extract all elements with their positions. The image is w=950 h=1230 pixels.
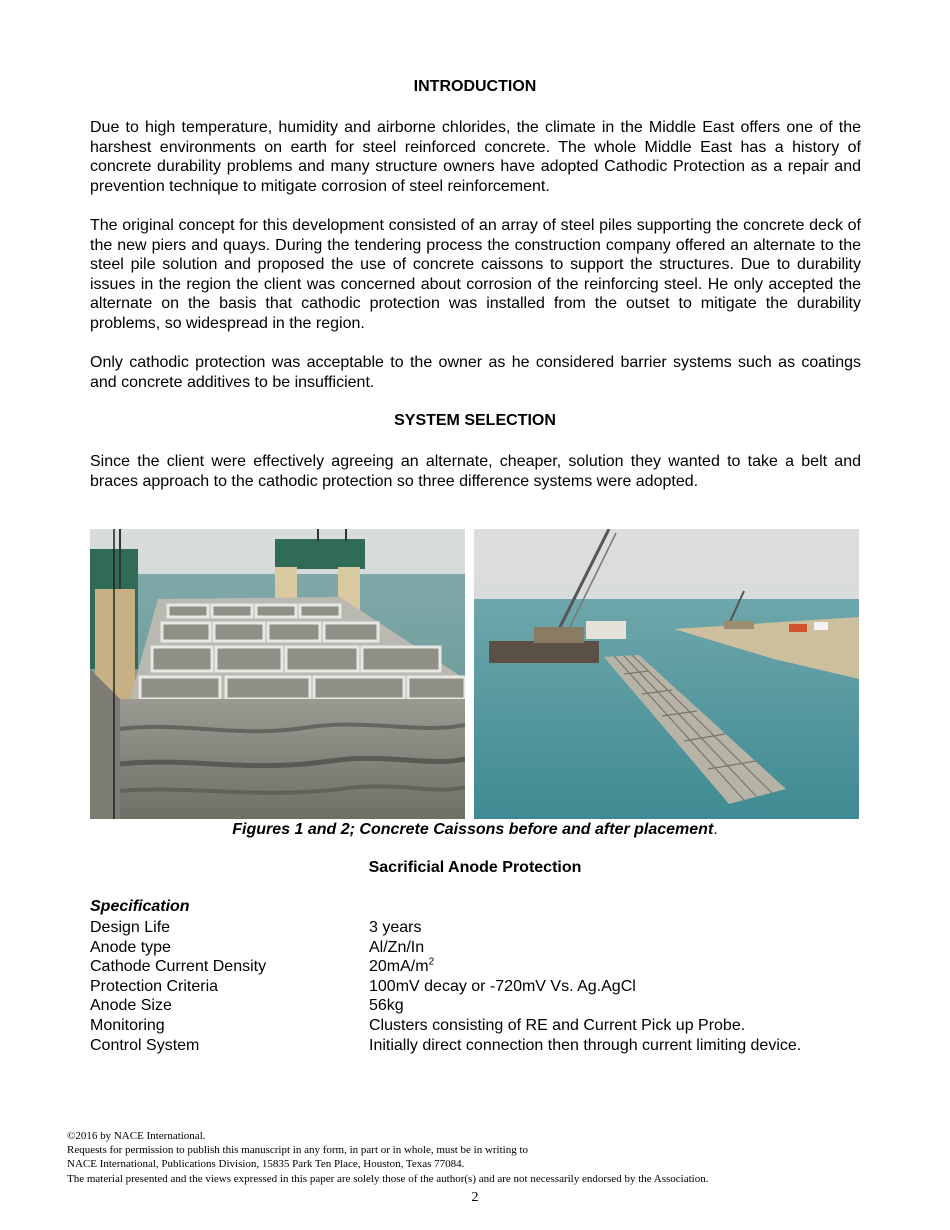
figure-1-caissons-photo xyxy=(90,529,465,819)
spec-value-superscript: 2 xyxy=(428,956,435,968)
spec-value: Initially direct connection then through current limiting device. xyxy=(369,1036,802,1054)
spec-label: Anode Size xyxy=(90,997,172,1015)
specification-heading: Specification xyxy=(90,898,190,915)
spec-value: 100mV decay or -720mV Vs. Ag.AgCl xyxy=(369,977,636,995)
footer-permission-line: Requests for permission to publish this manuscript in any form, in part or in whole, must be in writing to xyxy=(67,1144,529,1157)
spec-value: 3 years xyxy=(369,919,422,936)
specification-table xyxy=(90,918,860,1055)
footer-disclaimer-line: The material presented and the views expressed in this paper are solely those of the author(s) and are not necessarily endorsed by the Association. xyxy=(67,1172,709,1185)
caissons-before-illustration xyxy=(90,529,465,819)
intro-paragraph-3: Only cathodic protection was acceptable to the owner as he considered barrier systems such as coatings and concrete additives to be insufficient. xyxy=(90,354,861,391)
introduction-heading: INTRODUCTION xyxy=(413,78,537,95)
spec-label: Anode type xyxy=(90,938,171,956)
spec-value: 56kg xyxy=(369,997,404,1015)
spec-value: Clusters consisting of RE and Current Pick up Probe. xyxy=(369,1016,746,1034)
spec-label: Design Life xyxy=(90,919,171,936)
spec-label: Control System xyxy=(90,1036,200,1054)
page-number: 2 xyxy=(471,1190,479,1205)
intro-paragraph-1: Due to high temperature, humidity and airborne chlorides, the climate in the Middle East offers one of the harshest environments on earth for steel reinforced concrete. The whole Middle East has a history of concrete durability problems and many structure owners have adopted Cathodic Protection as a repair and prevention technique to mitigate corrosion of steel reinforcement. xyxy=(90,119,861,195)
spec-row-anode-type xyxy=(90,938,860,958)
copyright-footer xyxy=(67,1129,887,1186)
spec-row-control-system xyxy=(90,1036,860,1056)
spec-row-protection-criteria xyxy=(90,977,860,997)
spec-row-current-density xyxy=(90,957,860,977)
system-selection-heading: SYSTEM SELECTION xyxy=(394,412,556,429)
caissons-after-illustration xyxy=(474,529,859,819)
spec-label: Monitoring xyxy=(90,1016,165,1034)
figure-caption xyxy=(90,821,860,839)
spec-value-with-superscript xyxy=(369,957,860,977)
spec-label: Protection Criteria xyxy=(90,977,219,995)
sacrificial-anode-heading: Sacrificial Anode Protection xyxy=(368,859,582,876)
figure-caption-period: . xyxy=(713,821,718,838)
spec-row-design-life xyxy=(90,918,860,938)
figure-caption-text: Figures 1 and 2; Concrete Caissons before and after placement xyxy=(232,821,714,838)
figure-2-caissons-photo xyxy=(474,529,859,819)
spec-row-anode-size xyxy=(90,996,860,1016)
footer-address-line: NACE International, Publications Division, 15835 Park Ten Place, Houston, Texas 77084. xyxy=(67,1158,465,1171)
spec-row-monitoring xyxy=(90,1016,860,1036)
spec-label: Cathode Current Density xyxy=(90,958,267,976)
footer-copyright-line: ©2016 by NACE International. xyxy=(67,1130,206,1142)
spec-value: Al/Zn/In xyxy=(369,938,425,956)
intro-paragraph-2: The original concept for this development consisted of an array of steel piles supporting the concrete deck of the new piers and quays. During the tendering process the construction company offered an alternate to the steel pile solution and proposed the use of concrete caissons to support the structures. Due to durability issues in the region the client was concerned about corrosion of the reinforcing steel. He only accepted the alternate on the basis that cathodic protection was installed from the outset to mitigate the durability problems, so widespread in the region. xyxy=(90,217,861,332)
system-selection-paragraph: Since the client were effectively agreeing an alternate, cheaper, solution they wanted to take a belt and braces approach to the cathodic protection so three difference systems were adopted. xyxy=(90,453,861,490)
spec-value: 20mA/m xyxy=(369,958,429,976)
